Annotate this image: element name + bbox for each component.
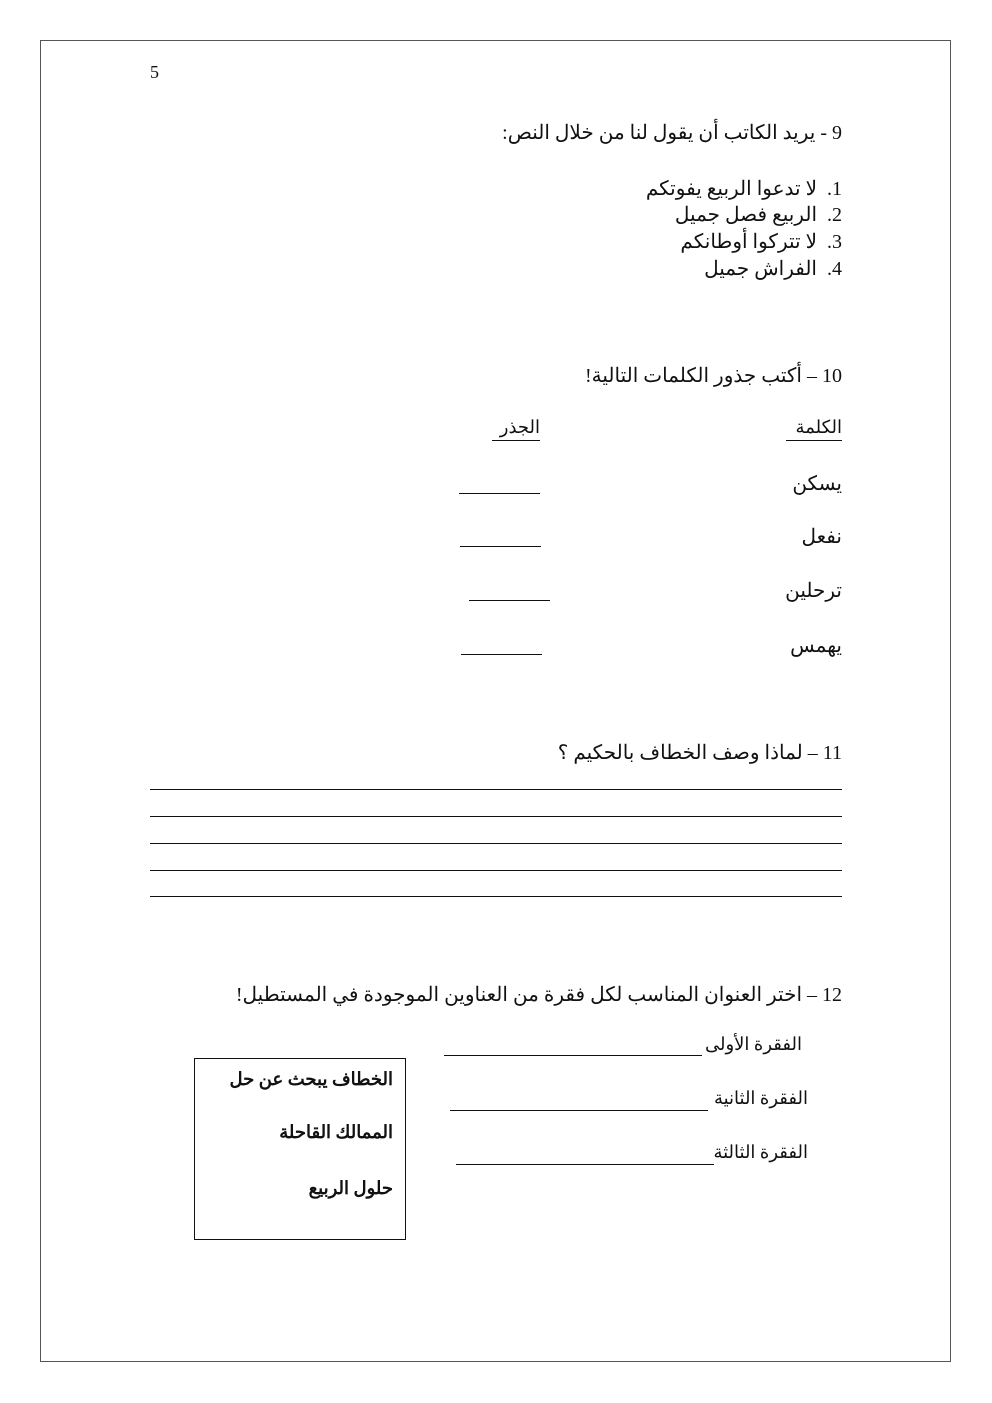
q9-option-1 [512, 176, 842, 201]
header-root: الجذر [492, 417, 540, 441]
option-text: الفراش جميل [704, 258, 817, 280]
q9-option-3 [512, 229, 842, 254]
title-option-3: حلول الربيع [308, 1178, 393, 1198]
option-text: لا تتركوا أوطانكم [680, 231, 817, 253]
paragraph-blank-1[interactable] [444, 1055, 702, 1056]
root-blank-2[interactable] [460, 546, 541, 547]
option-number: 2. [827, 204, 842, 226]
question-11: 11 – لماذا وصف الخطاف بالحكيم ؟ [557, 742, 842, 764]
option-number: 3. [827, 231, 842, 253]
paragraph-label-1: الفقرة الأولى [704, 1034, 802, 1054]
option-number: 4. [827, 258, 842, 280]
title-option-1: الخطاف يبحث عن حل [229, 1069, 393, 1089]
answer-line-5[interactable] [150, 896, 842, 897]
answer-line-2[interactable] [150, 816, 842, 817]
q9-option-4 [512, 256, 842, 281]
question-12: 12 – اختر العنوان المناسب لكل فقرة من العناوين الموجودة في المستطيل! [235, 984, 842, 1006]
option-text: الربيع فصل جميل [674, 204, 817, 226]
word-3: ترحلين [785, 580, 842, 602]
q9-option-2 [512, 202, 842, 227]
paragraph-blank-3[interactable] [456, 1164, 714, 1165]
answer-line-3[interactable] [150, 843, 842, 844]
option-number: 1. [827, 178, 842, 200]
word-2: نفعل [801, 526, 842, 548]
word-4: يهمس [790, 635, 842, 657]
titles-box [194, 1058, 406, 1240]
word-1: يسكن [792, 473, 842, 495]
answer-line-1[interactable] [150, 789, 842, 790]
header-word: الكلمة [786, 417, 842, 441]
question-10: 10 – أكتب جذور الكلمات التالية! [584, 365, 842, 387]
paragraph-label-2: الفقرة الثانية [713, 1088, 808, 1108]
answer-line-4[interactable] [150, 870, 842, 871]
question-9: 9 - يريد الكاتب أن يقول لنا من خلال النص: [502, 122, 842, 144]
option-text: لا تدعوا الربيع يفوتكم [645, 178, 817, 200]
root-blank-3[interactable] [469, 600, 550, 601]
paragraph-label-3: الفقرة الثالثة [713, 1142, 808, 1162]
page-number: 5 [150, 62, 159, 82]
title-option-2: الممالك القاحلة [279, 1122, 393, 1142]
paragraph-blank-2[interactable] [450, 1110, 708, 1111]
root-blank-4[interactable] [461, 654, 542, 655]
root-blank-1[interactable] [459, 493, 540, 494]
